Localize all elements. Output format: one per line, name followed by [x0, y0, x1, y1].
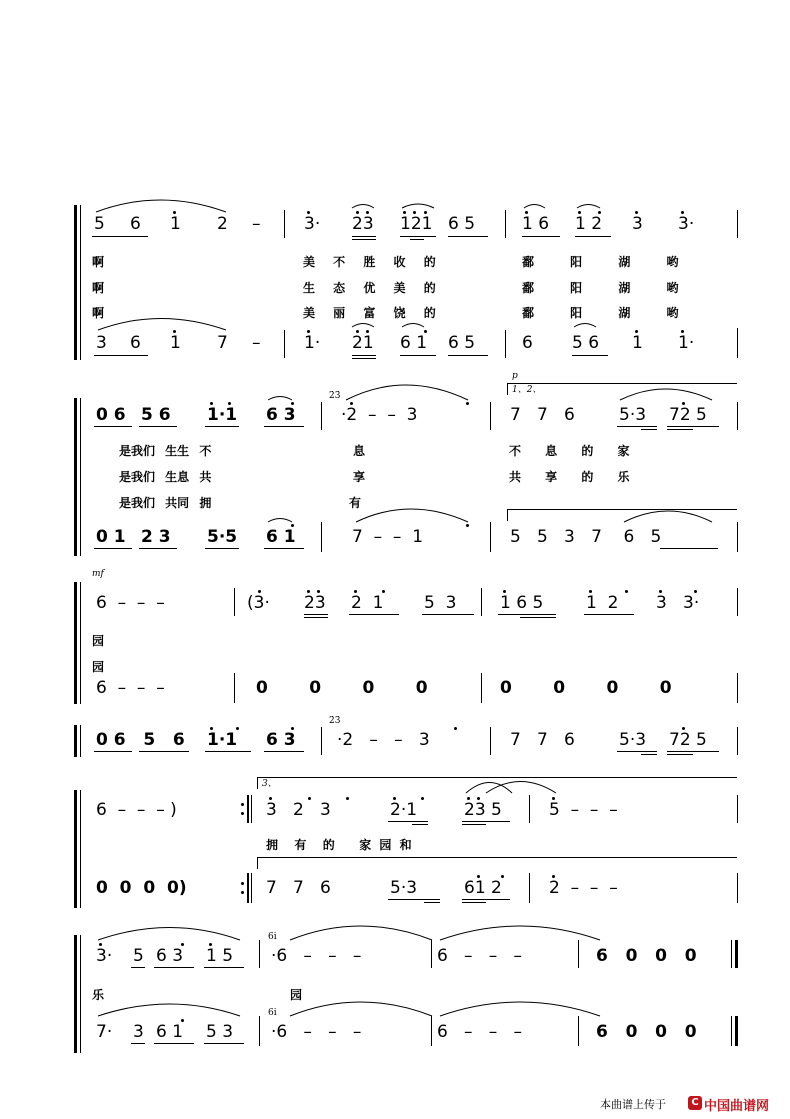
note: 6 [130, 333, 141, 353]
lyric: 是我们 生生 不 [119, 444, 212, 458]
note: 7· [96, 1022, 113, 1042]
note: 2 [217, 214, 228, 234]
lyric: 美 丽 富 饶 的 [303, 306, 436, 320]
slur [352, 324, 374, 328]
note: 6 5 [448, 333, 476, 353]
note: 5 5 3 7 6 5 [510, 527, 662, 547]
note: 5 – – – [549, 800, 618, 820]
site-logo[interactable]: 中国曲谱网 [704, 1099, 770, 1114]
note: 0 0 0 0 [256, 678, 428, 698]
lyric: 是我们 生息 共 [119, 470, 212, 484]
note: 6 3 [156, 946, 184, 966]
note: 6 [522, 333, 533, 353]
note: 5·5 [207, 527, 238, 547]
note: 61 2 [464, 878, 502, 898]
lyric: 鄱 阳 湖 哟 [522, 281, 679, 295]
note: 6 1 [400, 333, 428, 353]
grace-notes: 6i [268, 932, 277, 942]
lyric: 园 [92, 634, 105, 648]
note: 3 2 3 [266, 800, 331, 820]
logo-icon: C [688, 1096, 702, 1110]
note: – [252, 333, 261, 353]
note: 2 1 [351, 593, 384, 613]
slur [524, 205, 545, 209]
note: 5·3 [390, 878, 418, 898]
grace-notes: 6i [268, 1008, 277, 1018]
note: 5 [94, 214, 105, 234]
note: 6 – – – [96, 678, 165, 698]
note: 6 [130, 214, 141, 234]
slur [620, 389, 712, 400]
note: 3· [96, 946, 113, 966]
note: 0 6 [96, 405, 126, 425]
note: 3 [632, 214, 643, 234]
volta-label: 3、 [262, 779, 277, 789]
note: 6 5 [448, 214, 476, 234]
slur [98, 319, 226, 331]
lyric: 有 [349, 496, 362, 510]
note: ·6 – – – [271, 946, 362, 966]
note: 5 6 [572, 333, 600, 353]
slur [98, 1004, 240, 1016]
note: 0 0 0 0 [500, 678, 672, 698]
slur [440, 926, 600, 940]
note: 1 2 [586, 593, 619, 613]
note: 2 3 [141, 527, 171, 547]
footer-text: 本曲谱上传于 [600, 1098, 666, 1111]
note: 1 2 [575, 214, 603, 234]
note: 3· [304, 214, 321, 234]
note: ·2 – – 3 [341, 405, 418, 425]
lyric: 是我们 共同 拥 [119, 496, 212, 510]
note: 6 – – – ) [96, 800, 177, 820]
note: 1 6 5 [500, 593, 544, 613]
grace-notes: 2̇3̇ [329, 716, 341, 726]
note: 7 [217, 333, 228, 353]
note: 6 0 0 0 [596, 946, 697, 966]
slur [352, 205, 374, 209]
note: 5 6 [141, 405, 171, 425]
note: 1·1 [207, 730, 238, 750]
lyric: 鄱 阳 湖 哟 [522, 255, 679, 269]
note: 6 – – – [437, 1022, 522, 1042]
note: 121 [400, 214, 433, 234]
lyric: 拥 有 的 家 园 和 [266, 838, 412, 852]
grace-notes: 2̇3̇ [329, 391, 341, 401]
slur [98, 928, 240, 941]
note: 7 7 6 [266, 878, 331, 898]
lyric: 生 态 优 美 的 [303, 281, 436, 295]
note: 6 1 [156, 1022, 184, 1042]
note: 6 – – – [96, 593, 165, 613]
lyric: 不 息 的 家 [509, 444, 630, 458]
dynamic-marking: p [512, 371, 518, 381]
note: 3 [133, 1022, 144, 1042]
lyric: 啊 [92, 306, 105, 320]
note: 1· [304, 333, 321, 353]
slur [356, 509, 468, 522]
note: 1 6 [522, 214, 550, 234]
note: 5·3 [619, 730, 647, 750]
lyric: 园 [290, 988, 303, 1002]
note: 7 – – 1 [352, 527, 424, 547]
note: 5 3 [424, 593, 457, 613]
note: 0 1 [96, 527, 126, 547]
note: 23 5 [464, 800, 502, 820]
note: 1· [678, 333, 695, 353]
note: 5 [133, 946, 144, 966]
note: 0 6 5 6 [96, 730, 185, 750]
note: 6 3 [266, 730, 296, 750]
note: 23 [352, 214, 374, 234]
lyric: 啊 [92, 255, 105, 269]
lyric: 共 享 的 乐 [509, 470, 630, 484]
slur [268, 397, 292, 401]
note: 7 7 6 [510, 405, 575, 425]
note: ·6 – – – [271, 1022, 362, 1042]
note: 1 [632, 333, 643, 353]
slur [96, 200, 226, 212]
note: 1 [170, 214, 181, 234]
note: 6 – – – [437, 946, 522, 966]
slur [574, 324, 596, 328]
slur [290, 926, 432, 940]
note: 1 5 [206, 946, 234, 966]
slur [402, 324, 424, 328]
note: 2 – – – [549, 878, 618, 898]
note: 3 [96, 333, 107, 353]
note: (3· [247, 593, 270, 613]
note: 3 3· [656, 593, 700, 613]
lyric: 乐 [92, 988, 105, 1002]
slur [268, 519, 292, 523]
note: 5 3 [206, 1022, 234, 1042]
note: 2·1 [390, 800, 418, 820]
note: 0 0 0 0) [96, 878, 187, 898]
lyric: 啊 [92, 281, 105, 295]
note: 72 5 [669, 730, 707, 750]
note: 6 0 0 0 [596, 1022, 697, 1042]
note: 6 1 [266, 527, 296, 547]
slur [440, 1002, 600, 1016]
note: 6 3 [266, 405, 296, 425]
lyric: 息 [353, 444, 366, 458]
note: 3· [678, 214, 695, 234]
note: 23 [304, 593, 326, 613]
volta-label: 1、2、 [512, 385, 542, 395]
slur [577, 205, 600, 209]
note: 21 [352, 333, 374, 353]
note: – [252, 214, 261, 234]
dynamic-marking: mf [92, 569, 104, 579]
lyric: 享 [353, 470, 366, 484]
lyric: 美 不 胜 收 的 [303, 255, 436, 269]
note: 1·1 [207, 405, 238, 425]
slur [624, 511, 712, 522]
note: ·2 – – 3 [337, 730, 430, 750]
note: 72 5 [669, 405, 707, 425]
note: 7 7 6 [510, 730, 575, 750]
slur [346, 385, 468, 400]
lyric: 园 [92, 660, 105, 674]
note: 1 [170, 333, 181, 353]
slur [402, 204, 434, 208]
slur [290, 1002, 432, 1016]
note: 5·3 [619, 405, 647, 425]
lyric: 鄱 阳 湖 哟 [522, 306, 679, 320]
